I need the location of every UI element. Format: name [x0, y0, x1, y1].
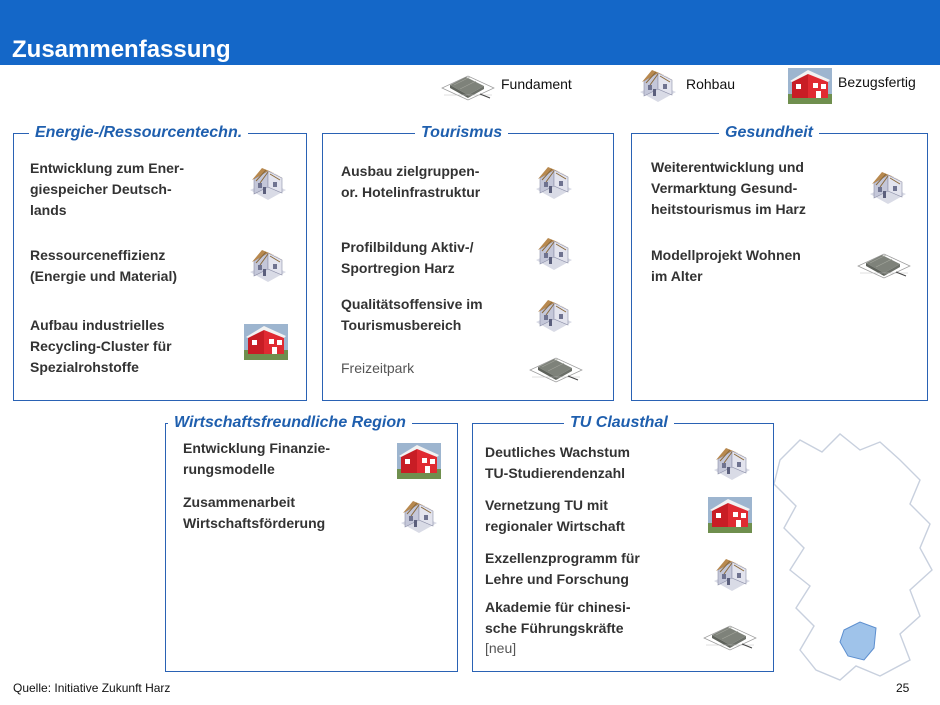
- item-freizeitpark: Freizeitpark: [341, 360, 415, 376]
- panel-title-wirtschaft: Wirtschaftsfreundliche Region: [168, 414, 412, 432]
- page-number: 25: [896, 681, 910, 695]
- item-energiespeicher: Entwicklung zum Ener- giespeicher Deutsch- lands: [30, 160, 185, 218]
- harz-region-map: [760, 420, 938, 682]
- panel-title-tu-clausthal: TU Clausthal: [564, 414, 674, 432]
- item-hotelinfrastruktur: Ausbau zielgruppen- or. Hotelinfrastruktur: [341, 163, 481, 200]
- panel-title-tourismus: Tourismus: [415, 124, 508, 142]
- new-note: [neu]: [485, 640, 517, 656]
- foundation-icon: [856, 246, 912, 287]
- shell-house-icon: [532, 236, 576, 277]
- legend-label-fundament: Fundament: [501, 76, 572, 92]
- foundation-icon: [440, 68, 496, 109]
- page-title: Zusammenfassung: [12, 36, 231, 63]
- legend-label-rohbau: Rohbau: [686, 76, 736, 92]
- shell-house-icon: [866, 170, 910, 211]
- item-ressourceneffizienz: Ressourceneffizienz (Energie und Material): [30, 247, 178, 284]
- finished-house-icon: [788, 68, 832, 109]
- item-wohnen-im-alter: Modellprojekt Wohnen im Alter: [651, 247, 801, 284]
- shell-house-icon: [710, 557, 754, 598]
- panel-title-energie: Energie-/Ressourcentechn.: [29, 124, 248, 142]
- item-studierendenzahl: Deutliches Wachstum TU-Studierendenzahl: [485, 444, 630, 481]
- shell-house-icon: [532, 165, 576, 206]
- item-recycling-cluster: Aufbau industrielles Recycling-Cluster für Spezialrohstoffe: [30, 317, 172, 375]
- shell-house-icon: [710, 446, 754, 487]
- item-wirtschaftsfoerderung: Zusammenarbeit Wirtschaftsförderung: [183, 494, 326, 531]
- foundation-icon: [528, 350, 584, 391]
- item-qualitaetsoffensive: Qualitätsoffensive im Tourismusbereich: [341, 296, 483, 333]
- foundation-icon: [702, 618, 758, 659]
- finished-house-icon: [397, 443, 441, 484]
- item-gesundheitstourismus: Weiterentwicklung und Vermarktung Gesund- heitstourismus im Harz: [651, 159, 806, 217]
- finished-house-icon: [708, 497, 752, 538]
- shell-house-icon: [532, 298, 576, 339]
- item-exzellenzprogramm: Exzellenzprogramm für Lehre und Forschung: [485, 550, 640, 587]
- item-akademie: Akademie für chinesi- sche Führungskräfte: [485, 599, 631, 636]
- item-vernetzung-tu: Vernetzung TU mit regionaler Wirtschaft: [485, 497, 625, 534]
- item-sportregion: Profilbildung Aktiv-/ Sportregion Harz: [341, 239, 474, 276]
- finished-house-icon: [244, 324, 288, 365]
- panel-title-gesundheit: Gesundheit: [719, 124, 819, 142]
- source-note: Quelle: Initiative Zukunft Harz: [13, 681, 171, 695]
- legend-label-bezugsfertig: Bezugsfertig: [838, 74, 916, 90]
- shell-house-icon: [246, 248, 290, 289]
- item-finanzierungsmodelle: Entwicklung Finanzie- rungsmodelle: [183, 440, 331, 477]
- shell-house-icon: [397, 499, 441, 540]
- shell-house-icon: [246, 166, 290, 207]
- shell-house-icon: [636, 68, 680, 109]
